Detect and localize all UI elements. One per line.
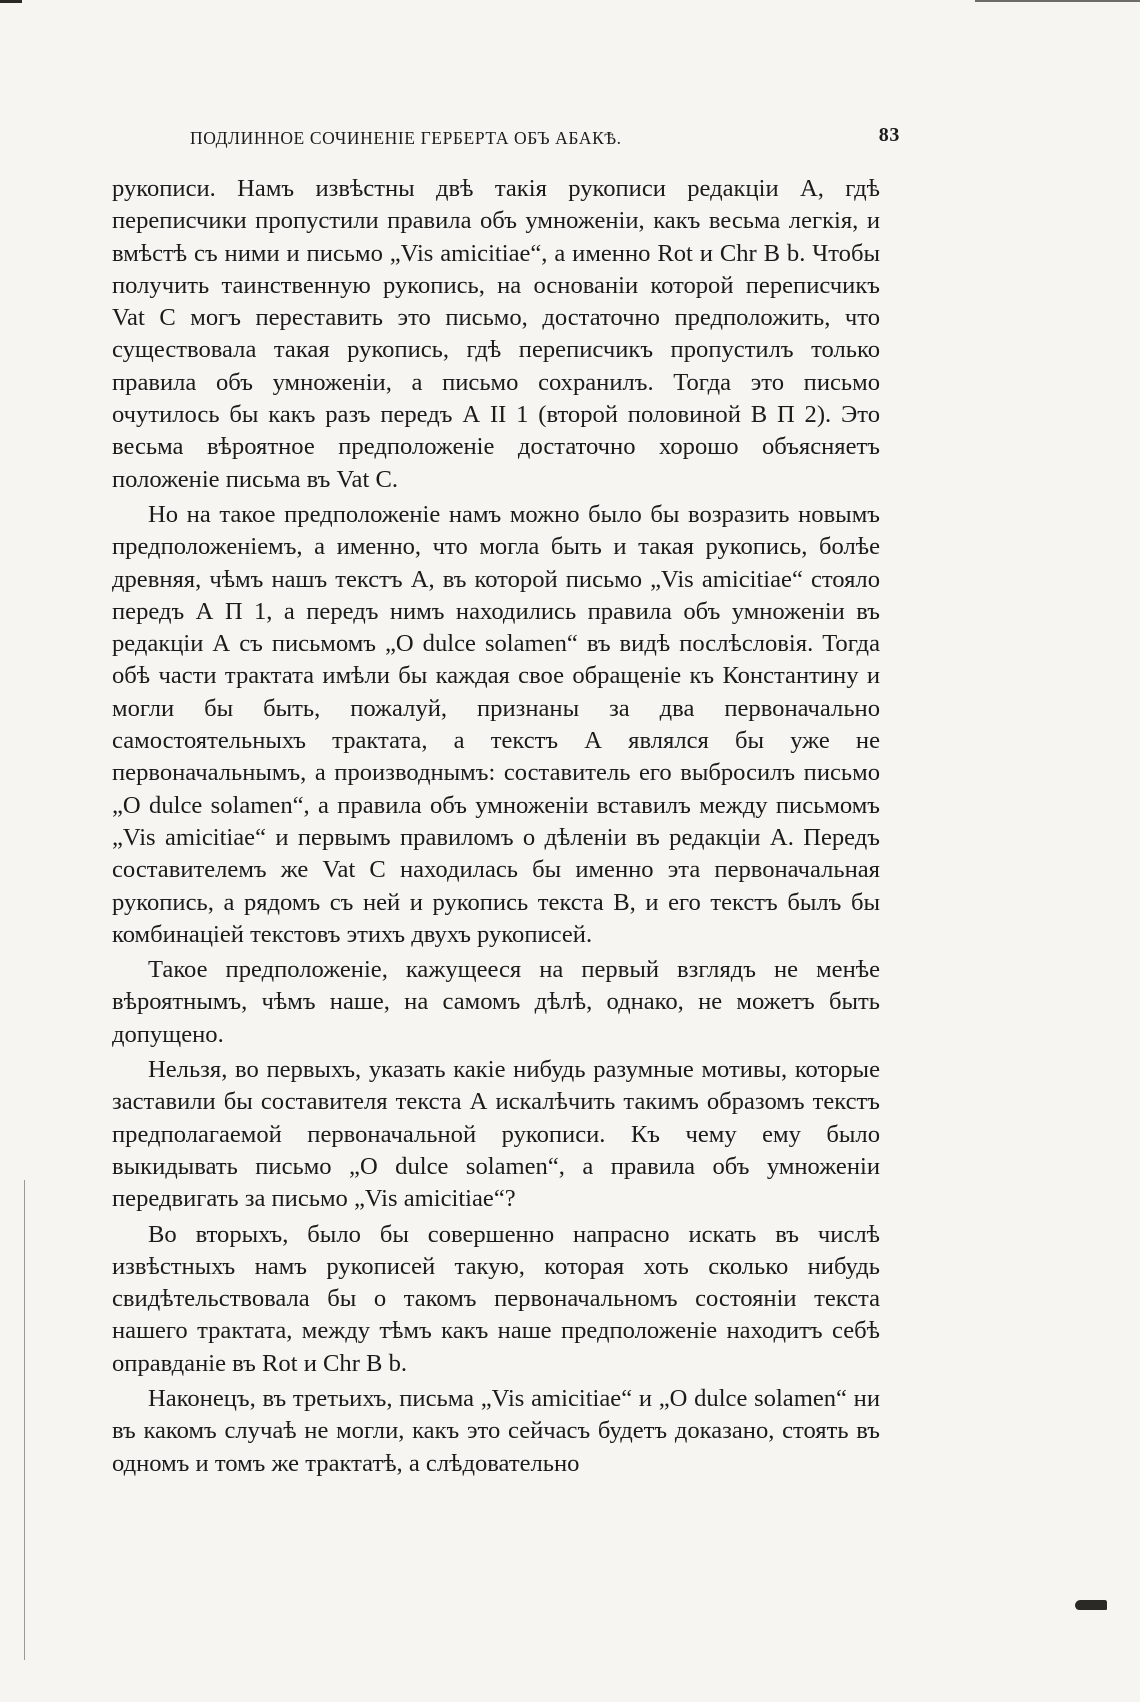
page-number: 83 bbox=[878, 124, 900, 146]
running-title: ПОДЛИННОЕ СОЧИНЕНІЕ ГЕРБЕРТА ОБЪ АБАКѢ. bbox=[190, 128, 622, 148]
paragraph-5: Во вторыхъ, было бы совершенно напрасно искать въ числѣ извѣстныхъ намъ рукописей такую, которая хоть сколько нибудь свидѣтельствовала бы о такомъ первоначальномъ состояніи текста нашего трактата, между тѣмъ какъ наше предположеніе находитъ себѣ оправданіе въ Rot и Chr B b. bbox=[112, 1220, 880, 1377]
scan-mark-top-right bbox=[975, 0, 1140, 2]
body-text bbox=[112, 173, 880, 1483]
paragraph-3: Такое предположеніе, кажущееся на первый взглядъ не менѣе вѣроятнымъ, чѣмъ наше, на самомъ дѣлѣ, однако, не можетъ быть допущено. bbox=[112, 956, 880, 1048]
scan-edge-left bbox=[24, 1180, 25, 1660]
paragraph-6: Наконецъ, въ третьихъ, письма „Vis amicitiae“ и „O dulce solamen“ ни въ какомъ случаѣ не могли, какъ это сейчасъ будетъ доказано, стоять въ одномъ и томъ же трактатѣ, а слѣдовательно bbox=[112, 1384, 880, 1477]
paragraph-2: Но на такое предположеніе намъ можно было бы возразить новымъ предположеніемъ, а именно, что могла быть и такая рукопись, болѣе древняя, чѣмъ нашъ текстъ А, въ которой письмо „Vis amicitiae“ стояло передъ А П 1, а передъ нимъ находились правила объ умноженіи въ редакціи А съ письмомъ „O dulce solamen“ въ видѣ послѣсловія. Тогда обѣ части трактата имѣли бы каждая свое обращеніе къ Константину и могли бы быть, пожалуй, признаны за два первоначально самостоятельныхъ трактата, а текстъ А являлся бы уже не первоначальнымъ, а производнымъ: составитель его выбросилъ письмо „O dulce solamen“, а правила объ умноженіи вставилъ между письмомъ „Vis amicitiae“ и первымъ правиломъ о дѣленіи въ редакціи А. Передъ составителемъ же Vat C находилась бы именно эта первоначальная рукопись, а рядомъ съ ней и рукопись текста В, и его текстъ былъ бы комбинаціей текстовъ этихъ двухъ рукописей. bbox=[112, 500, 880, 948]
paragraph-1: рукописи. Намъ извѣстны двѣ такія рукописи редакціи А, гдѣ переписчики пропустили правила объ умноженіи, какъ весьма легкія, и вмѣстѣ съ ними и письмо „Vis amicitiae“, а именно Rot и Chr B b. Чтобы получить таинственную рукопись, на основаніи которой переписчикъ Vat C могъ переставить это письмо, достаточно предположить, что существовала такая рукопись, гдѣ переписчикъ пропустилъ только правила объ умноженіи, а письмо сохранилъ. Тогда это письмо очутилось бы какъ разъ передъ А II 1 (второй половиной В П 2). Это весьма вѣроятное предположеніе достаточно хорошо объясняетъ положеніе письма въ Vat C. bbox=[112, 175, 880, 493]
scan-mark-bottom-right bbox=[1075, 1600, 1107, 1610]
scan-mark-top-left bbox=[0, 0, 22, 3]
paragraph-4: Нельзя, во первыхъ, указать какіе нибудь разумные мотивы, которые заставили бы составителя текста А искалѣчить такимъ образомъ текстъ предполагаемой первоначальной рукописи. Къ чему ему было выкидывать письмо „O dulce solamen“, а правила объ умноженіи передвигать за письмо „Vis amicitiae“? bbox=[112, 1056, 880, 1213]
running-head bbox=[190, 124, 900, 154]
